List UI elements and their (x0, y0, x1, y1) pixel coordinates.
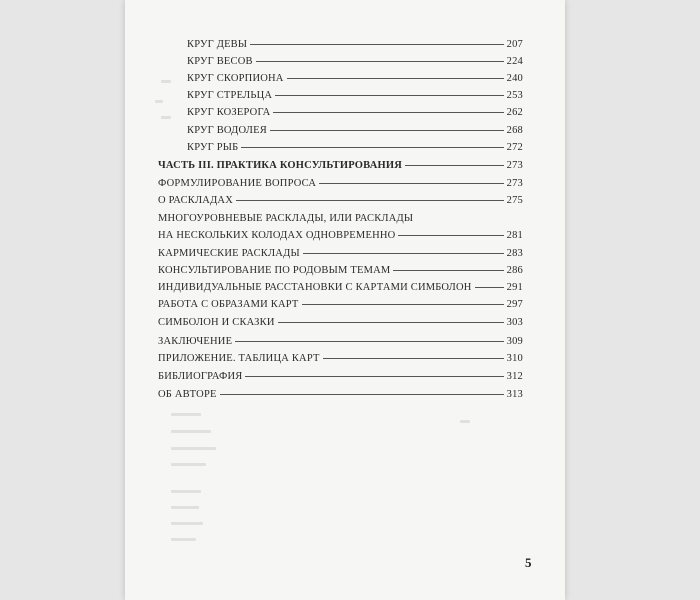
toc-entry-page: 273 (506, 160, 523, 171)
toc-entry-title: КРУГ КОЗЕРОГА (187, 107, 271, 118)
toc-leader-line (245, 376, 503, 377)
toc-entry-title: КРУГ РЫБ (187, 142, 239, 153)
toc-entry[interactable] (158, 299, 523, 310)
toc-entry-title: БИБЛИОГРАФИЯ (158, 371, 243, 382)
toc-entry[interactable] (158, 371, 523, 382)
toc-entry[interactable] (158, 282, 523, 293)
toc-entry-page: 262 (506, 107, 523, 118)
toc-entry[interactable] (158, 317, 523, 328)
toc-leader-line (275, 95, 503, 96)
toc-entry-page: 268 (506, 125, 523, 136)
toc-leader-line (220, 394, 504, 395)
toc-entry[interactable] (158, 389, 523, 400)
page-number: 5 (525, 555, 532, 570)
toc-entry-title: КОНСУЛЬТИРОВАНИЕ ПО РОДОВЫМ ТЕМАМ (158, 265, 391, 276)
toc-entry-title: КАРМИЧЕСКИЕ РАСКЛАДЫ (158, 248, 300, 259)
toc-leader-line (393, 270, 503, 271)
toc-leader-line (270, 130, 504, 131)
toc-entry-page: 291 (506, 282, 523, 293)
book-page (125, 0, 565, 600)
toc-entry[interactable] (158, 265, 523, 276)
toc-entry-title: ОБ АВТОРЕ (158, 389, 217, 400)
toc-entry-title: КРУГ ВЕСОВ (187, 56, 253, 67)
toc-entry-page: 273 (506, 178, 523, 189)
toc-entry-title: РАБОТА С ОБРАЗАМИ КАРТ (158, 299, 299, 310)
toc-entry[interactable] (187, 73, 523, 84)
toc-entry-part-heading[interactable] (158, 160, 523, 171)
toc-entry-title: КРУГ ВОДОЛЕЯ (187, 125, 267, 136)
toc-entry-title: ФОРМУЛИРОВАНИЕ ВОПРОСА (158, 178, 317, 189)
toc-leader-line (405, 165, 504, 166)
toc-entry-title: ЗАКЛЮЧЕНИЕ (158, 336, 233, 347)
toc-leader-line (241, 147, 503, 148)
toc-entry-page: 275 (506, 195, 523, 206)
toc-entry-page: 313 (506, 389, 523, 400)
toc-entry[interactable] (158, 195, 523, 206)
table-of-contents (125, 0, 565, 600)
toc-entry-title: О РАСКЛАДАХ (158, 195, 234, 206)
toc-entry-title: ПРИЛОЖЕНИЕ. ТАБЛИЦА КАРТ (158, 353, 320, 364)
toc-leader-line (323, 358, 504, 359)
toc-leader-line (302, 304, 504, 305)
toc-entry-page: 312 (506, 371, 523, 382)
toc-entry[interactable] (187, 56, 523, 67)
toc-leader-line (278, 322, 504, 323)
toc-entry[interactable] (158, 336, 523, 347)
toc-entry-page: 303 (506, 317, 523, 328)
toc-entry[interactable] (158, 353, 523, 364)
toc-entry[interactable] (187, 90, 523, 101)
toc-leader-line (236, 200, 504, 201)
toc-entry-first-line[interactable] (158, 213, 523, 224)
toc-leader-line (398, 235, 503, 236)
toc-entry-title: МНОГОУРОВНЕВЫЕ РАСКЛАДЫ, ИЛИ РАСКЛАДЫ (158, 213, 414, 224)
toc-entry[interactable] (187, 142, 523, 153)
toc-entry-second-line[interactable] (158, 230, 523, 241)
toc-entry-page: 207 (506, 39, 523, 50)
toc-entry-title: КРУГ СКОРПИОНА (187, 73, 284, 84)
toc-leader-line (475, 287, 504, 288)
toc-entry-page: 240 (506, 73, 523, 84)
toc-entry-page: 297 (506, 299, 523, 310)
toc-entry-page: 309 (506, 336, 523, 347)
toc-entry-title: ЧАСТЬ III. ПРАКТИКА КОНСУЛЬТИРОВАНИЯ (158, 160, 403, 171)
toc-leader-line (273, 112, 503, 113)
toc-entry-page: 310 (506, 353, 523, 364)
toc-leader-line (319, 183, 504, 184)
toc-leader-line (256, 61, 504, 62)
toc-leader-line (235, 341, 503, 342)
toc-entry-page: 253 (506, 90, 523, 101)
toc-entry[interactable] (187, 125, 523, 136)
toc-entry-title: СИМБОЛОН И СКАЗКИ (158, 317, 275, 328)
toc-entry-page: 286 (506, 265, 523, 276)
toc-leader-line (303, 253, 504, 254)
toc-entry-page: 272 (506, 142, 523, 153)
toc-entry[interactable] (158, 178, 523, 189)
toc-entry-title: КРУГ СТРЕЛЬЦА (187, 90, 273, 101)
toc-entry[interactable] (187, 39, 523, 50)
toc-leader-line (287, 78, 504, 79)
toc-entry-page: 281 (506, 230, 523, 241)
toc-entry-page: 283 (506, 248, 523, 259)
toc-entry-title: ИНДИВИДУАЛЬНЫЕ РАССТАНОВКИ С КАРТАМИ СИМБОЛОН (158, 282, 472, 293)
toc-entry-title-continued: НА НЕСКОЛЬКИХ КОЛОДАХ ОДНОВРЕМЕННО (158, 230, 396, 241)
toc-entry-page: 224 (506, 56, 523, 67)
toc-leader-line (250, 44, 503, 45)
toc-entry[interactable] (158, 248, 523, 259)
toc-entry-title: КРУГ ДЕВЫ (187, 39, 248, 50)
toc-entry[interactable] (187, 107, 523, 118)
